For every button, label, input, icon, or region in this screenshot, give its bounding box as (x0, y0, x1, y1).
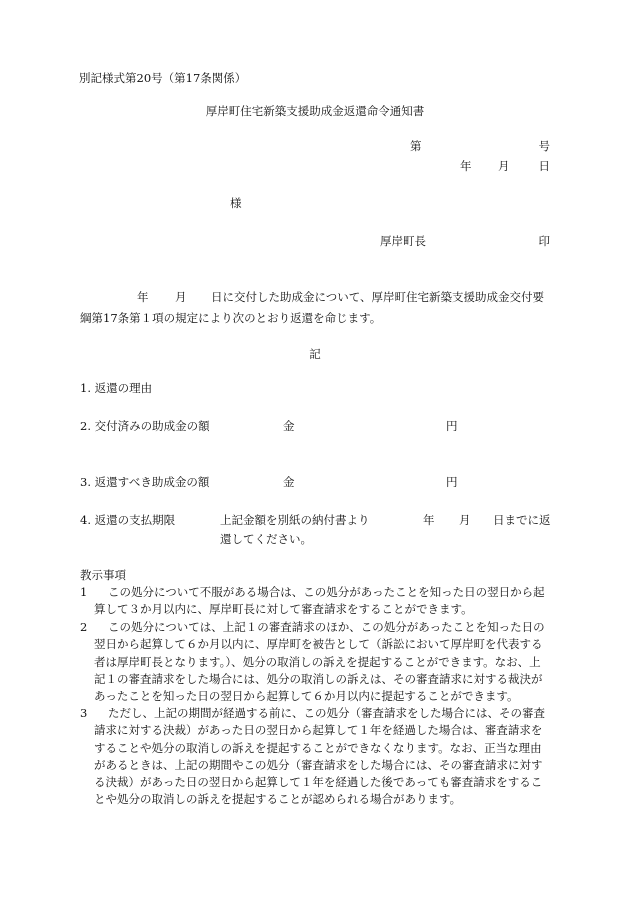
item-3-label: 3. 返還すべき助成金の額 (80, 475, 210, 489)
form-number: 別記様式第20号（第17条関係） (79, 71, 247, 85)
date-year: 年 (460, 159, 472, 173)
body-line-1 (80, 289, 550, 310)
note-2-text: この処分については、上記１の審査請求のほか、この処分があったことを知った日の翌日から起算して６か月以内に、厚岸町を被告として（訴訟において厚岸町を代表する者は厚岸町長となります。）、処分の取消しの訴えを提起することができます。なお、上記１の審査請求をした場合には、処分の取消しの訴えは、その審査請求に対する裁決があったことを知った日の翌日から起算して６か月以内に提起することができます。 (94, 620, 545, 703)
item-4-month: 月 (459, 513, 471, 527)
item-2-label: 2. 交付済みの助成金の額 (80, 419, 210, 433)
item-4-label: 4. 返還の支払期限 (80, 513, 176, 527)
item-3-kin: 金 (283, 475, 295, 489)
number-dai: 第 (410, 139, 422, 153)
note-2 (80, 619, 552, 705)
seal-mark: 印 (538, 234, 550, 248)
note-3-text: ただし、上記の期間が経過する前に、この処分（審査請求をした場合には、その審査請求に対する決裁）があった日の翌日から起算して１年を経過した場合は、審査請求をすることや処分の取消しの訴えを提起することができなくなります。なお、正当な理由があるときは、上記の期間やこの処分（審査請求をした場合には、その審査請求に対する決裁）があった日の翌日から起算して１年を経過した後であっても審査請求をすることや処分の取消しの訴えを提起することが認められる場合があります。 (94, 706, 545, 807)
item-1-label: 1. 返還の理由 (80, 381, 153, 395)
item-4-year: 年 (423, 513, 435, 527)
document-title: 厚岸町住宅新築支援助成金返還命令通知書 (205, 104, 425, 118)
note-1 (80, 584, 552, 619)
note-3 (80, 705, 552, 809)
note-2-number: 2 (80, 620, 88, 634)
body-paragraph (80, 289, 550, 327)
note-1-text: この処分について不服がある場合は、この処分があったことを知った日の翌日から起算して３か月以内に、厚岸町長に対して審査請求をすることができます。 (94, 585, 545, 617)
addressee-honorific: 様 (230, 196, 242, 210)
body-year: 年 (137, 290, 149, 304)
item-3-en: 円 (446, 475, 458, 489)
ki-heading: 記 (309, 347, 321, 361)
item-2-en: 円 (446, 419, 458, 433)
body-line-2: 綱第17条第１項の規定により次のとおり返還を命じます。 (80, 311, 382, 325)
notes-heading: 教示事項 (80, 568, 126, 582)
body-line-1-text: 日に交付した助成金について、厚岸町住宅新築支援助成金交付要 (211, 290, 545, 304)
item-4-text-1: 上記金額を別紙の納付書より (220, 513, 370, 527)
body-month: 月 (175, 290, 187, 304)
item-2-kin: 金 (283, 419, 295, 433)
item-4-text-2: 日までに返 (493, 513, 551, 527)
issuer-name: 厚岸町長 (380, 234, 426, 248)
date-day: 日 (538, 159, 550, 173)
date-month: 月 (498, 159, 510, 173)
note-1-number: 1 (80, 585, 88, 599)
number-go: 号 (538, 139, 550, 153)
item-4-deadline (80, 512, 550, 552)
item-4-text-3: 還してください。 (220, 532, 312, 546)
note-3-number: 3 (80, 706, 88, 720)
